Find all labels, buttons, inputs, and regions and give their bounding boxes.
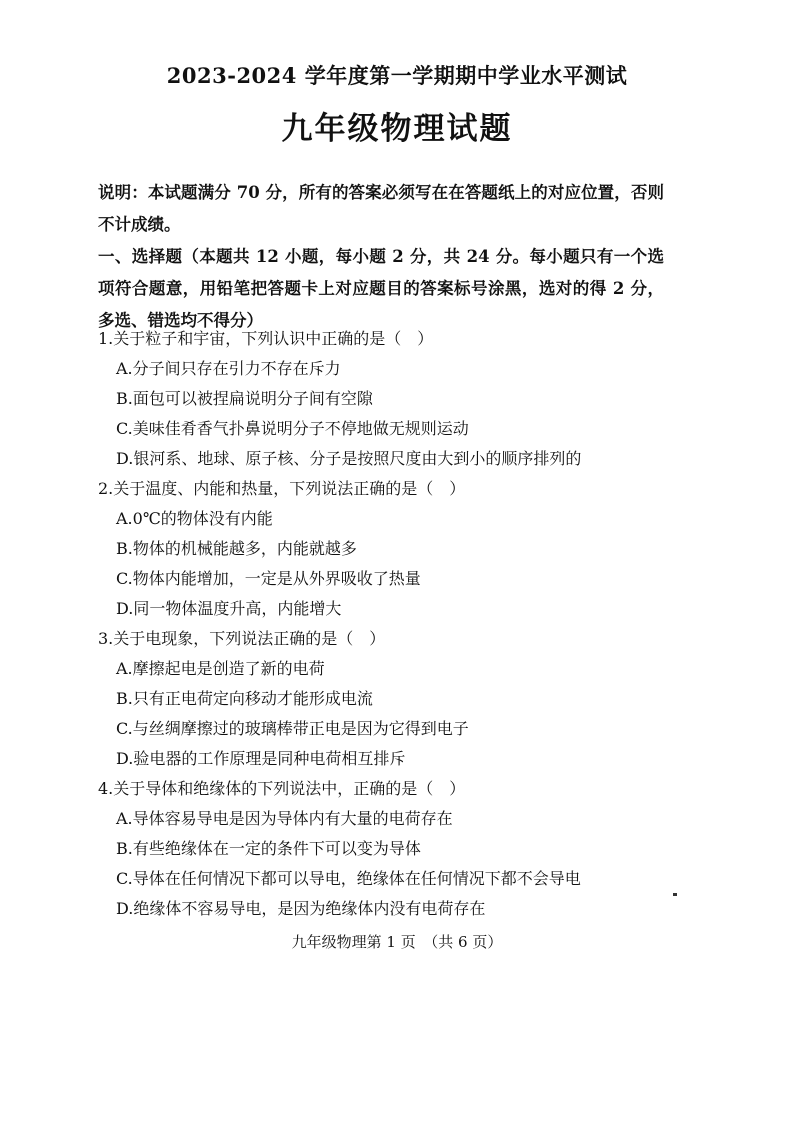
question-stem: 4.关于导体和绝缘体的下列说法中，正确的是（ ） [98,779,466,798]
option-d: D.同一物体温度升高，内能增大 [116,599,342,618]
option-c: C.美味佳肴香气扑鼻说明分子不停地做无规则运动 [116,419,469,438]
question-stem: 1.关于粒子和宇宙，下列认识中正确的是（ ） [98,329,434,348]
page-footer: 九年级物理第 1 页 （共 6 页） [291,933,503,951]
question-2 [98,474,698,624]
question-4 [98,774,698,924]
option-d: D.验电器的工作原理是同种电荷相互排斥 [116,749,406,768]
option-a: A.摩擦起电是创造了新的电荷 [116,659,325,678]
question-list [98,324,698,924]
option-b: B.物体的机械能越多，内能就越多 [116,539,357,558]
option-b: B.只有正电荷定向移动才能形成电流 [116,689,373,708]
subject-title: 九年级物理试题 [281,111,513,147]
question-3 [98,624,698,774]
option-c: C.与丝绸摩擦过的玻璃棒带正电是因为它得到电子 [116,719,469,738]
option-d: D.绝缘体不容易导电，是因为绝缘体内没有电荷存在 [116,899,486,918]
option-c: C.导体在任何情况下都可以导电，绝缘体在任何情况下都不会导电 [116,869,581,888]
option-a: A.分子间只存在引力不存在斥力 [116,359,341,378]
question-stem: 2.关于温度、内能和热量，下列说法正确的是（ ） [98,479,466,498]
option-d: D.银河系、地球、原子核、分子是按照尺度由大到小的顺序排列的 [116,449,582,468]
exam-title: 2023-2024 学年度第一学期期中学业水平测试 [166,63,628,88]
scan-speck [673,893,677,896]
section-heading-choice: 一、选择题（本题共 12 小题，每小题 2 分，共 24 分。每小题只有一个选项符合题意，用铅笔把答题卡上对应题目的答案标号涂黑，选对的得 2 分，多选、错选均不得分） [98,247,664,330]
instructions: 说明：本试题满分 70 分，所有的答案必须写在在答题纸上的对应位置，否则不计成绩。 [98,183,664,234]
option-b: B.有些绝缘体在一定的条件下可以变为导体 [116,839,421,858]
question-stem: 3.关于电现象，下列说法正确的是（ ） [98,629,386,648]
option-c: C.物体内能增加，一定是从外界吸收了热量 [116,569,421,588]
question-1 [98,324,698,474]
option-a: A.导体容易导电是因为导体内有大量的电荷存在 [116,809,453,828]
option-a: A.0℃的物体没有内能 [116,509,273,528]
option-b: B.面包可以被捏扁说明分子间有空隙 [116,389,373,408]
